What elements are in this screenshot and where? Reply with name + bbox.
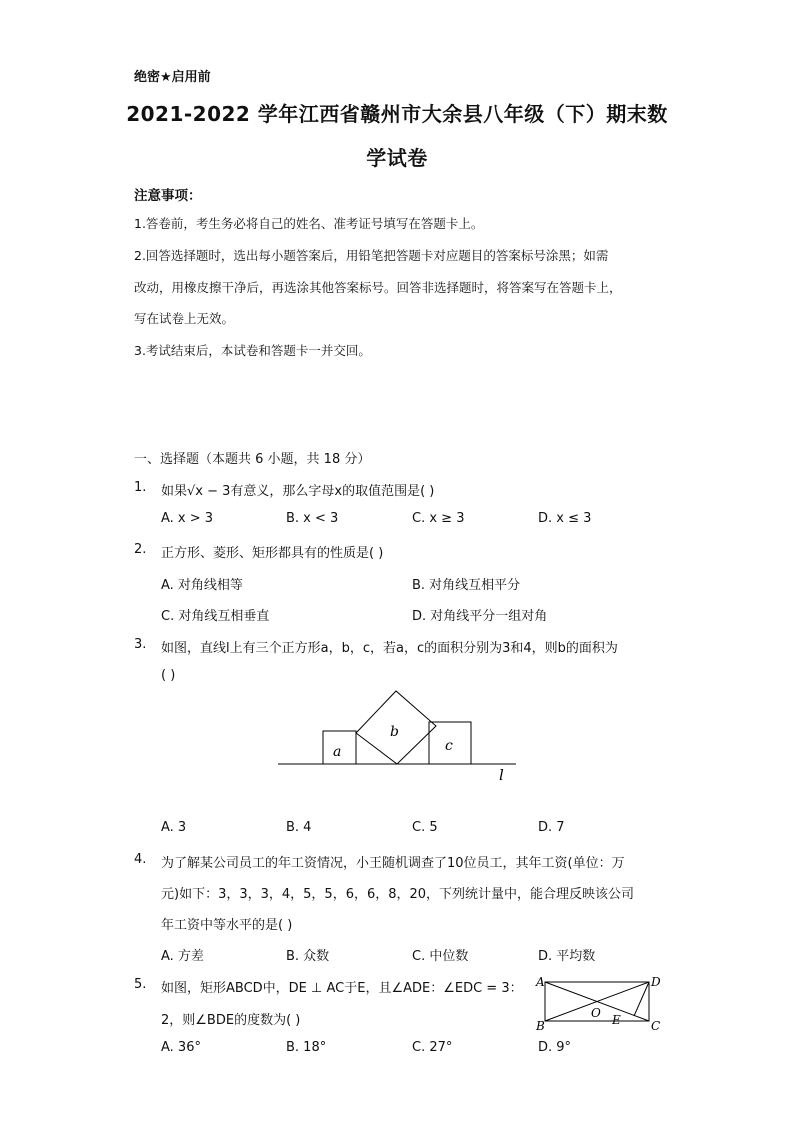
label-a: a	[333, 744, 342, 760]
option-d: D. 7	[538, 820, 565, 835]
rectangle-figure	[532, 970, 672, 1036]
option-d: D. 9°	[538, 1040, 572, 1055]
label-c: c	[445, 738, 453, 754]
option-c: C. x ≥ 3	[412, 511, 465, 526]
question-number: 2.	[134, 542, 147, 557]
section-heading: 一、选择题（本题共 6 小题，共 18 分）	[134, 452, 371, 467]
note-item: 改动，用橡皮擦干净后，再选涂其他答案标号。回答非选择题时，将答案写在答题卡上，	[134, 280, 622, 295]
label-D: D	[651, 975, 661, 989]
label-A: A	[536, 975, 545, 989]
note-item: 3.考试结束后，本试卷和答题卡一并交回。	[134, 343, 371, 358]
question-text: 如图，矩形ABCD中，DE ⊥ AC于E，且∠ADE：∠EDC = 3：	[161, 981, 523, 996]
option-b: B. 18°	[286, 1040, 327, 1055]
option-b: B. x < 3	[286, 511, 339, 526]
question-number: 5.	[134, 977, 147, 992]
option-c: C. 中位数	[412, 949, 469, 964]
note-item: 2.回答选择题时，选出每小题答案后，用铅笔把答题卡对应题目的答案标号涂黑；如需	[134, 248, 609, 263]
confidential-label: 绝密★启用前	[134, 70, 211, 85]
squares-figure	[270, 686, 530, 786]
option-b: B. 4	[286, 820, 312, 835]
question-number: 1.	[134, 480, 147, 495]
question-text: 为了解某公司员工的年工资情况，小王随机调查了10位员工，其年工资(单位：万	[161, 856, 625, 871]
label-B: B	[536, 1019, 545, 1033]
exam-title-line1: 2021-2022 学年江西省赣州市大余县八年级（下）期末数	[126, 102, 668, 126]
option-c: C. 5	[412, 820, 438, 835]
question-number: 3.	[134, 637, 147, 652]
option-a: A. 对角线相等	[161, 578, 243, 593]
note-item: 写在试卷上无效。	[134, 311, 235, 326]
question-text: ( )	[161, 668, 176, 683]
option-d: D. x ≤ 3	[538, 511, 592, 526]
question-text: 2，则∠BDE的度数为( )	[161, 1013, 301, 1028]
option-d: D. 平均数	[538, 949, 596, 964]
question-number: 4.	[134, 852, 147, 867]
question-text: 元)如下：3，3，3，4，5，5，6，6，8，20，下列统计量中，能合理反映该公司	[161, 887, 635, 902]
label-E: E	[612, 1013, 621, 1027]
label-b: b	[390, 724, 399, 740]
label-l: l	[499, 766, 504, 784]
question-text: 如果√x − 3有意义，那么字母x的取值范围是( )	[161, 484, 435, 499]
question-text: 正方形、菱形、矩形都具有的性质是( )	[161, 546, 384, 561]
option-d: D. 对角线平分一组对角	[412, 609, 548, 624]
option-a: A. 方差	[161, 949, 204, 964]
option-a: A. 3	[161, 820, 187, 835]
option-b: B. 对角线互相平分	[412, 578, 521, 593]
exam-title-line2: 学试卷	[366, 146, 428, 170]
label-O: O	[591, 1006, 601, 1020]
question-text: 如图，直线l上有三个正方形a，b，c，若a，c的面积分别为3和4，则b的面积为	[161, 641, 618, 656]
question-text: 年工资中等水平的是( )	[161, 918, 293, 933]
note-item: 1.答卷前，考生务必将自己的姓名、准考证号填写在答题卡上。	[134, 216, 484, 231]
option-b: B. 众数	[286, 949, 330, 964]
option-c: C. 27°	[412, 1040, 453, 1055]
option-a: A. x > 3	[161, 511, 214, 526]
label-C: C	[651, 1019, 661, 1033]
option-a: A. 36°	[161, 1040, 201, 1055]
option-c: C. 对角线互相垂直	[161, 609, 270, 624]
notes-heading: 注意事项：	[134, 188, 202, 204]
